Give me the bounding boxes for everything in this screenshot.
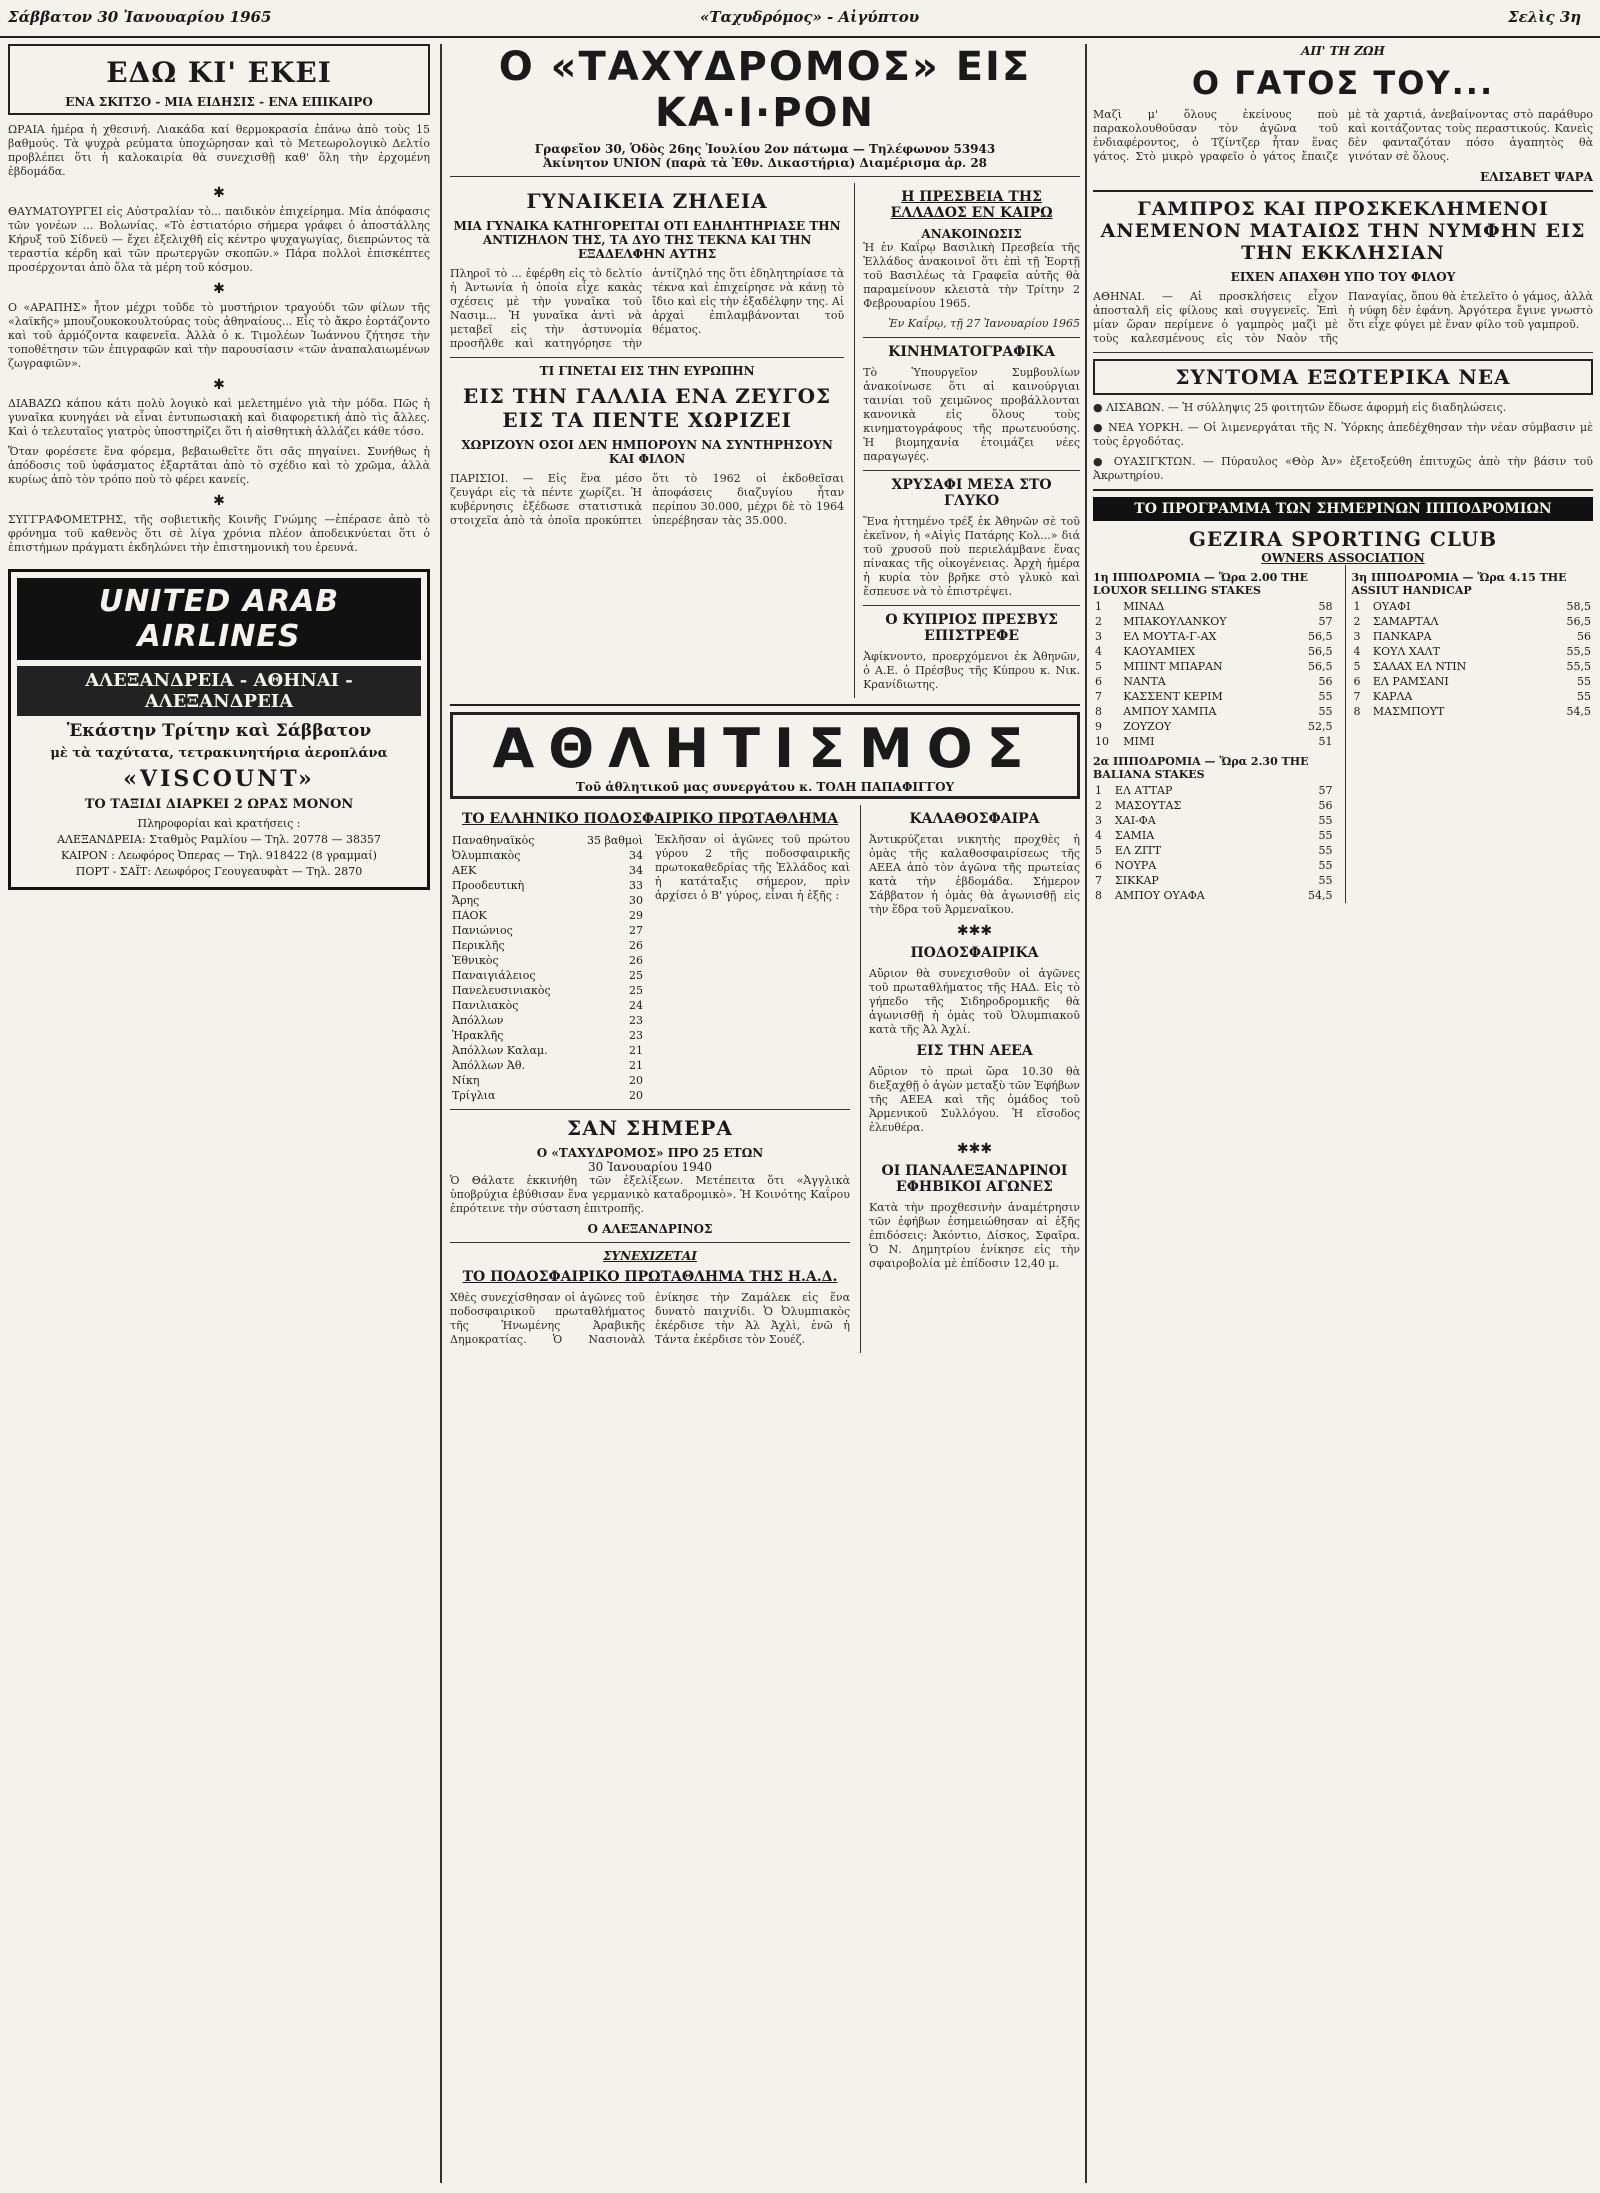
zileia-headline: ΓΥΝΑΙΚΕΙΑ ΖΗΛΕΙΑ (526, 189, 768, 213)
horse-weight: 57 (1318, 784, 1333, 797)
life-kicker: ΑΠ' ΤΗ ΖΩΗ (1301, 44, 1385, 58)
groom-body: ΑΘΗΝΑΙ. — Αἱ προσκλήσεις εἶχον ἀποσταλῆ εἰς φίλους καὶ συγγενεῖς. Ἐπὶ μίαν ὥραν περίμενε ὁ γαμπρὸς μαζὶ μὲ τοὺς καλεσμένους εἰς τὸν Ναὸν τῆς Παναγίας, ὅπου θὰ ἐτελεῖτο ὁ γάμος, ἀλλὰ ἡ νύφη δὲν ἐφάνη. Ἀργότερα ἔγινε γνωστὸ ὅτι εἶχε φύγει μὲ ἕναν φίλο τοῦ γαμπροῦ. (1093, 290, 1593, 345)
horse-weight: 56,5 (1308, 630, 1333, 643)
table-row (1352, 629, 1594, 644)
team-name: Παναιγιάλειος (452, 969, 536, 982)
horse-name: ΣΑΜΙΑ (1114, 829, 1155, 842)
football-headline: ΠΟΔΟΣΦΑΙΡΙΚΑ (910, 945, 1039, 961)
table-row (450, 1088, 645, 1103)
page-header-bar (0, 0, 1600, 38)
separator-star: ✱✱✱ (956, 923, 993, 939)
table-row (450, 863, 645, 878)
horse-weight: 55 (1577, 690, 1591, 703)
cinema-body: Τὸ Ὑπουργεῖον Συμβουλίων ἀνακοίνωσε ὅτι αἱ καινούργιαι ταινίαι τοῦ χειμῶνος προβάλλονται κανονικὰ εἰς ὅλους τοὺς κινηματογράφους τῆς πρωτευούσης. Ἡ βιομηχανία ἑτοιμάζει νέες παραγωγές. (863, 366, 1080, 463)
airline-route: ΑΛΕΞΑΝΔΡΕΙΑ - ΑΘΗΝΑΙ - ΑΛΕΞΑΝΔΡΕΙΑ (17, 666, 421, 716)
airline-days: Ἑκάστην Τρίτην καὶ Σάββατον (66, 721, 372, 741)
europe-subhead: ΧΩΡΙΖΟΥΝ ΟΣΟΙ ΔΕΝ ΗΜΠΟΡΟΥΝ ΝΑ ΣΥΝΤΗΡΗΣΟΥΝ ΚΑΙ ΦΙΛΟΝ (461, 438, 833, 466)
separator-star: ✱ (213, 377, 225, 393)
horse-weight: 52,5 (1308, 720, 1333, 733)
horse-name: ΕΛ ΑΤΤΑΡ (1114, 784, 1173, 797)
team-name: Πανιώνιος (452, 924, 513, 937)
horse-number: 1 (1095, 784, 1102, 797)
ede-kiekei-box (8, 44, 430, 115)
cat-signature: ΕΛΙΣΑΒΕΤ ΨΑΡΑ (1480, 170, 1593, 184)
horse-weight: 55 (1318, 705, 1333, 718)
horse-weight: 58 (1318, 600, 1333, 613)
table-row (1352, 599, 1594, 614)
club-name: GEZIRA SPORTING CLUB (1188, 527, 1498, 551)
horse-name: ΧΑΙ-ΦΑ (1114, 814, 1156, 827)
league-table-wrap (450, 833, 645, 1103)
on-this-day-date: 30 Ἰανουαρίου 1940 (588, 1160, 712, 1174)
ambassador-headline: Ο ΚΥΠΡΙΟΣ ΠΡΕΣΒΥΣ ΕΠΙΣΤΡΕΦΕ (885, 612, 1058, 644)
uar-league-body: Χθὲς συνεχίσθησαν οἱ ἀγῶνες τοῦ ποδοσφαιρικοῦ πρωταθλήματος τῆς Ἡνωμένης Ἀραβικῆς Δημοκρατίας. Ὁ Νασιονὰλ ἐνίκησε τὴν Ζαμάλεκ εἰς ἕνα δυνατὸ παιχνίδι. Ὁ Ὀλυμπιακὸς ἐκέρδισε τὴν Ἀλ Ἀχλὶ, ἐνῶ ἡ Τάντα ἐκέρδισε τὸν Σουέζ. (450, 1291, 850, 1346)
table-row (1093, 599, 1335, 614)
table-row (450, 1013, 645, 1028)
horse-number: 8 (1353, 705, 1361, 718)
horse-weight: 55,5 (1566, 645, 1591, 658)
ambassador-body: Ἀφίκνοντο, προερχόμενοι ἐκ Ἀθηνῶν, ὁ Α.Ε. ὁ Πρέσβυς τῆς Κύπρου κ. Νικ. Κρανίδιωτης. (863, 650, 1080, 691)
horse-name: ΜΙΝΑΔ (1123, 600, 1165, 613)
article-paragraph: ΘΑΥΜΑΤΟΥΡΓΕΙ εἰς Αὐστραλίαν τὸ... παιδικὸν ἐπιχείρημα. Μία ἀπόφασις τῶν γονέων ... Βολωνίας. «Τὸ ἐστιατόριο σήμερα γράφει ὁ ἀποστάλλης Κήρυξ τοῦ Σίδνεϋ — ἔχει ἐξελιχθῆ εἰς κέντρο ψυχαγωγίας, διεπρώντος τὰ τεραστία κέρδη καὶ τῶν πρωτεργῶν σκοπῶν.» Πάρα πολλοὶ ἐπισκέπτες προσέρχονται ἀπὸ ὅλα τὰ μέρη τοῦ κόσμου. (8, 205, 430, 274)
team-name: Πανελευσινιακὸς (452, 984, 551, 997)
horse-weight: 54,5 (1308, 889, 1333, 902)
airline-advertisement (8, 569, 430, 890)
team-points: 30 (629, 894, 643, 907)
horse-weight: 55 (1318, 829, 1333, 842)
rule (450, 1242, 850, 1243)
table-row (450, 1028, 645, 1043)
rule (450, 176, 1080, 177)
table-row (1093, 659, 1335, 674)
cat-headline: Ο ΓΑΤΟΣ ΤΟΥ... (1191, 64, 1495, 102)
honey-body: Ἕνα ἡττημένο τρέξ ἐκ Ἀθηνῶν σὲ τοῦ ἐκεῖνον, ἡ «Αἰγὶς Πατάρης Κολ...» διά τοῦ χρυσοῦ ποὺ περιελάμβανε ἕνας πίνακας τῆς οἰκογένειας. Ἀρχὴ ἡμέρα ἡ κυρία τὸν βρῆκε στὸ γλυκὸ καὶ ἔσπευσε νὰ τὸ ἐπιστρέψει. (863, 515, 1080, 598)
table-row (1352, 704, 1594, 719)
table-row (1093, 689, 1335, 704)
rule (863, 470, 1080, 471)
article-paragraph: Ο «ΑΡΑΠΗΣ» ἦτον μέχρι τοῦδε τὸ μυστήριον τραγούδι τῶν φίλων τῆς «λαϊκῆς» μπουζουκοκουλτούρας τοὺς ἀθηναίους... Εἶς τὸ ἄκρο ἑορτάζοντο καὶ τοῦ ἀρμόζοντα καφενεῖα. Ἀλλὰ ὁ κ. Τιμολέων Ἰωάννου ζήτησε τὴν τοποθέτησιν τῶν ἐπιγραφῶν καὶ τὴν παρουσίασιν «τῶν ἀναπαλαιωμένων ζωγραφιῶν». (8, 301, 430, 370)
team-points: 27 (629, 924, 643, 937)
table-row (450, 1043, 645, 1058)
masthead-address: Γραφεῖον 30, Ὁδὸς 26ης Ἰουλίου 2ον πάτωμα — Τηλέφωνον 53943 (534, 142, 996, 156)
table-row (1093, 674, 1335, 689)
sports-title: ΑΘΛΗΤΙΣΜΟΣ (492, 717, 1038, 780)
table-row (1093, 783, 1335, 798)
rule (450, 1109, 850, 1110)
race-table (1352, 599, 1594, 719)
article-paragraph: Ὅταν φορέσετε ἕνα φόρεμα, βεβαιωθεῖτε ὅτι σᾶς πηγαίνει. Συνήθως ἡ ἀπόδοσις τοῦ ὑφάσματος ἐξαρτᾶται ἀπὸ τὸ σχέδιο καὶ τὸ χρῶμα, ἀλλὰ κυρίως ἀπὸ τὸν τρόπο ποὺ τὸ φέρει κανείς. (8, 445, 430, 486)
table-row (1093, 858, 1335, 873)
junior-games-headline: ΟΙ ΠΑΝΑΛΕΞΑΝΔΡΙΝΟΙ ΕΦΗΒΙΚΟΙ ΑΓΩΝΕΣ (881, 1163, 1068, 1195)
horse-name: ΚΑΡΛΑ (1372, 690, 1413, 703)
basketball-body: Ἀντικρύζεται νικητὴς προχθὲς ἡ ὁμὰς τῆς καλαθοσφαιρίσεως τῆς ΑΕΕΑ ἀπὸ τὸν ἀγῶνα τῆς πρωτείας κατὰ τὴν ἑβδομάδα. Σήμερον Σάββατον ἡ ὁμὰς θὰ ἀγωνισθῇ εἰς τὴν ἕδρα τοῦ Ἀρμεναῖκου. (869, 833, 1080, 916)
table-row (1093, 719, 1335, 734)
article-paragraph: ΣΥΓΓΡΑΦΟΜΕΤΡΗΣ, τῆς σοβιετικῆς Κοινῆς Γνώμης —ἐπέρασε ἀπὸ τὸ φρόνημα τοῦ καθενὸς ὅτι σὲ λίγα χρόνια πλέον ἀποδεικνύεται ὅτι ὁ ἐπιστήμων πράγματι ἐκδηλώνει τὴν ἐπιστημονικὴ του ἐρευνά. (8, 513, 430, 554)
horse-number: 10 (1095, 735, 1109, 748)
team-points: 34 (629, 849, 643, 862)
race-title: 2α ΙΠΠΟΔΡΟΜΙΑ — Ὥρα 2.30 THE BALIANA STAKES (1093, 755, 1309, 781)
horse-name: ΚΑΣΣΕΝΤ ΚΕΡΙΜ (1123, 690, 1223, 703)
horse-weight: 56 (1318, 799, 1333, 812)
race-table (1093, 599, 1335, 749)
horse-number: 6 (1353, 675, 1361, 688)
league-intro: Ἐκλῆσαν οἱ ἀγῶνες τοῦ πρώτου γύρου 2 τῆς ποδοσφαιρικῆς πρωτοκαθεδρίας τῆς Ἑλλάδος καὶ ἡ κατάταξις σήμερον, πρὶν ἀρχίσει ὁ Β' γύρος, εἶναι ἡ ἑξῆς : (655, 833, 850, 902)
groom-subhead: ΕΙΧΕΝ ΑΠΑΧΘΗ ΥΠΟ ΤΟΥ ΦΙΛΟΥ (1230, 270, 1456, 284)
horse-name: ΠΑΝΚΑΡΑ (1372, 630, 1432, 643)
table-row (1093, 888, 1335, 903)
embassy-headline: Η ΠΡΕΣΒΕΙΑ ΤΗΣ ΕΛΛΑΔΟΣ ΕΝ ΚΑΙΡΩ (890, 189, 1053, 221)
team-points: 23 (629, 1014, 643, 1027)
table-row (450, 938, 645, 953)
column-rule (1085, 44, 1087, 2183)
race-title: 1η ΙΠΠΟΔΡΟΜΙΑ — Ὥρα 2.00 THE LOUXOR SELLING STAKES (1093, 571, 1309, 597)
table-row (1093, 813, 1335, 828)
race-table (1093, 783, 1335, 903)
team-points: 24 (629, 999, 643, 1012)
team-name: Προοδευτικὴ (452, 879, 525, 892)
left-column (8, 44, 430, 2183)
team-name: Ἡρακλῆς (452, 1029, 504, 1042)
horse-number: 7 (1095, 874, 1102, 887)
horse-name: ΕΛ ΡΑΜΣΑΝΙ (1372, 675, 1449, 688)
table-row (1093, 873, 1335, 888)
table-row (1093, 798, 1335, 813)
airline-duration: ΤΟ ΤΑΞΙΔΙ ΔΙΑΡΚΕΙ 2 ΩΡΑΣ ΜΟΝΟΝ (84, 797, 354, 812)
horse-number: 2 (1353, 615, 1361, 628)
horse-name: ΣΑΛΑΧ ΕΛ ΝΤΙΝ (1372, 660, 1467, 673)
league-standings-table (450, 833, 645, 1103)
article-paragraph: ΔΙΑΒΑΖΩ κάπου κάτι πολὺ λογικὸ καὶ μελετημένο γιὰ τὴν μόδα. Πῶς ἡ γυναῖκα κυνηγάει νὰ εἶναι ἐντυπωσιακὴ καὶ διαφορετική ἀπὸ τὶς ἄλλες. Καὶ ὁ τελευταῖος γιατρὸς ὑποστηρίζει ὅτι ἡ αἰσθητικὴ ἀλλάζει κάθε τόσο. (8, 397, 430, 438)
on-this-day-subhead: Ο «ΤΑΧΥΔΡΟΜΟΣ» ΠΡΟ 25 ΕΤΩΝ (536, 1146, 764, 1160)
rule (863, 605, 1080, 606)
honey-headline: ΧΡΥΣΑΦΙ ΜΕΣΑ ΣΤΟ ΓΛΥΚΟ (891, 477, 1052, 509)
airline-info: Πληροφορίαι καὶ κρατήσεις : (137, 817, 301, 830)
issue-date: Σάββατον 30 Ἰανουαρίου 1965 (8, 8, 272, 26)
table-row (1093, 629, 1335, 644)
horse-weight: 55,5 (1566, 660, 1591, 673)
page-number: Σελὶς 3η (1508, 8, 1582, 26)
race-title: 3η ΙΠΠΟΔΡΟΜΙΑ — Ὥρα 4.15 THE ASSIUT HANDICAP (1351, 571, 1567, 597)
sports-right (860, 805, 1080, 1353)
right-column (1093, 44, 1593, 2183)
horse-number: 3 (1095, 814, 1102, 827)
horse-number: 9 (1095, 720, 1102, 733)
team-name: Ἄρης (452, 894, 480, 907)
horse-number: 4 (1095, 829, 1102, 842)
team-points: 20 (629, 1074, 643, 1087)
rule (863, 337, 1080, 338)
race-columns (1093, 565, 1593, 903)
mid-right-subcolumn (854, 183, 1080, 698)
horse-name: ΝΑΝΤΑ (1123, 675, 1166, 688)
horse-name: ΕΛ ΖΙΤΤ (1114, 844, 1162, 857)
horse-number: 6 (1095, 675, 1102, 688)
table-row (1352, 614, 1594, 629)
table-row (1352, 644, 1594, 659)
foreign-news-item: ● ΝΕΑ ΥΟΡΚΗ. — Οἱ λιμενεργάται τῆς Ν. Ὑόρκης ἀπεδέχθησαν τὴν νέαν σύμβασιν μὲ τοὺς ἐργοδότας. (1093, 421, 1593, 448)
cat-body: Μαζὶ μ' ὅλους ἐκείνους ποὺ παρακολουθοῦσαν τὸν ἀγῶνα τοῦ ἐνδιαφέροντος, ὁ Τζίντζερ ἦταν ἕνας γάτος. Στὸ μικρὸ γραφεῖο ὁ γάτος ἔπαιζε μὲ τὰ χαρτιά, ἀνεβαίνοντας στὸ παράθυρο καὶ κοιτάζοντας τοὺς περαστικούς. Κανεὶς δὲν φανταζόταν πόσο ἀγαπητὸς θὰ γινόταν σὲ ὅλους. (1093, 108, 1593, 163)
team-points: 25 (629, 969, 643, 982)
table-row (450, 893, 645, 908)
sports-byline: Τοῦ ἀθλητικοῦ μας συνεργάτου κ. ΤΟΛΗ ΠΑΠΑΦΙΓΓΟΥ (575, 780, 955, 794)
table-row (1352, 659, 1594, 674)
horse-weight: 56,5 (1566, 615, 1591, 628)
horse-name: ΜΠΑΚΟΥΛΑΝΚΟΥ (1123, 615, 1227, 628)
table-row (450, 848, 645, 863)
horse-name: ΚΟΥΛ ΧΑΛΤ (1372, 645, 1440, 658)
racing-headline: ΤΟ ΠΡΟΓΡΑΜΜΑ ΤΩΝ ΣΗΜΕΡΙΝΩΝ ΙΠΠΟΔΡΟΜΙΩΝ (1093, 497, 1593, 521)
horse-name: ΚΑΟΥΑΜΙΕΧ (1123, 645, 1196, 658)
horse-number: 1 (1095, 600, 1102, 613)
junior-games-body: Κατὰ τὴν προχθεσινὴν ἀναμέτρησιν τῶν ἐφήβων ἐσημειώθησαν αἱ ἑξῆς ἐπιδόσεις: Ἀκόντιο, Δίσκος, Σφαῖρα. Ὁ Ν. Δημητρίου ἐνίκησε εἰς τὴν σφαιροβολία μὲ ἐπίδοσιν 12,40 μ. (869, 1201, 1080, 1270)
table-row (1093, 704, 1335, 719)
team-name: Ἀπόλλων Ἀθ. (452, 1059, 525, 1072)
table-row (450, 908, 645, 923)
team-name: Ἀπόλλων (452, 1014, 504, 1027)
horse-name: ΜΑΣΟΥΤΑΣ (1114, 799, 1182, 812)
team-name: ΑΕΚ (452, 864, 477, 877)
foreign-news-box (1093, 359, 1593, 395)
team-name: ΠΑΟΚ (452, 909, 487, 922)
foreign-news-list (1093, 401, 1593, 483)
table-row (1093, 843, 1335, 858)
table-row (450, 923, 645, 938)
horse-weight: 51 (1318, 735, 1333, 748)
on-this-day-signature: Ο ΑΛΕΞΑΝΔΡΙΝΟΣ (587, 1222, 713, 1236)
horse-number: 3 (1353, 630, 1361, 643)
team-name: Ἀπόλλων Καλαμ. (452, 1044, 548, 1057)
embassy-subhead: ΑΝΑΚΟΙΝΩΣΙΣ (921, 227, 1022, 241)
horse-name: ΟΥΑΦΙ (1372, 600, 1411, 613)
europe-headline: ΕΙΣ ΤΗΝ ΓΑΛΛΙΑ ΕΝΑ ΖΕΥΓΟΣ ΕΙΣ ΤΑ ΠΕΝΤΕ ΧΩΡΙΖΕΙ (462, 384, 832, 432)
sports-banner (450, 712, 1080, 799)
continued-label: ΣΥΝΕΧΙΖΕΤΑΙ (603, 1249, 697, 1263)
horse-number: 4 (1353, 645, 1361, 658)
groom-headline: ΓΑΜΠΡΟΣ ΚΑΙ ΠΡΟΣΚΕΚΛΗΜΕΝΟΙ ΑΝΕΜΕΝΟΝ ΜΑΤΑΙΩΣ ΤΗΝ ΝΥΜΦΗΝ ΕΙΣ ΤΗΝ ΕΚΚΛΗΣΙΑΝ (1100, 198, 1586, 264)
separator-star: ✱ (213, 281, 225, 297)
cinema-headline: ΚΙΝΗΜΑΤΟΓΡΑΦΙΚΑ (888, 344, 1055, 360)
sports-row (450, 805, 1080, 1353)
horse-name: ΜΙΜΙ (1123, 735, 1155, 748)
horse-number: 2 (1095, 799, 1102, 812)
table-row (1352, 674, 1594, 689)
separator-star: ✱ (213, 493, 225, 509)
table-row (450, 878, 645, 893)
team-points: 23 (629, 1029, 643, 1042)
horse-number: 5 (1353, 660, 1361, 673)
team-points: 21 (629, 1044, 643, 1057)
team-name: Τρίγλια (452, 1089, 496, 1102)
basketball-headline: ΚΑΛΑΘΟΣΦΑΙΡΑ (909, 811, 1040, 827)
horse-number: 1 (1353, 600, 1361, 613)
table-row (450, 983, 645, 998)
league-headline: ΤΟ ΕΛΛΗΝΙΚΟ ΠΟΔΟΣΦΑΙΡΙΚΟ ΠΡΩΤΑΘΛΗΜΑ (461, 811, 839, 827)
table-row (450, 1058, 645, 1073)
table-row (450, 833, 645, 848)
table-row (1093, 734, 1335, 749)
mid-left-subcolumn (450, 183, 844, 698)
table-row (1093, 614, 1335, 629)
aeea-body: Αὔριον τὸ πρωὶ ὥρα 10.30 θὰ διεξαχθῇ ὁ ἀγὼν μεταξὺ τῶν Ἐφήβων τῆς ΑΕΕΑ καὶ τῆς ὁμάδος τοῦ Ἀρμενικοῦ Συλλόγου. Ἡ εἴσοδος ἐλευθέρα. (869, 1065, 1080, 1134)
masthead: Ο «ΤΑΧΥΔΡΟΜΟΣ» ΕΙΣ ΚΑ·Ι·ΡΟΝ (498, 44, 1032, 136)
team-points: 29 (629, 909, 643, 922)
article-paragraph: ΩΡΑΙΑ ἡμέρα ἡ χθεσινή. Λιακάδα καί θερμοκρασία ἐπάνω ἀπὸ τοὺς 15 βαθμούς. Τὰ ψυχρὰ ρεύματα ὑποχώρησαν καὶ τὸ Μετεωρολογικὸ Δελτίο προβλέπει ὅτι ἡ καλοκαιρία θὰ συνεχισθῇ καθ' ὅλη τὴν ἐρχομένη ἑβδομάδα. (8, 123, 430, 178)
paper-name: «Ταχυδρόμος» - Αἰγύπτου (700, 8, 920, 26)
horse-weight: 56,5 (1308, 660, 1333, 673)
separator-star: ✱✱✱ (956, 1141, 993, 1157)
horse-number: 4 (1095, 645, 1102, 658)
horse-weight: 54,5 (1566, 705, 1591, 718)
zileia-subhead: ΜΙΑ ΓΥΝΑΙΚΑ ΚΑΤΗΓΟΡΕΙΤΑΙ ΟΤΙ ΕΔΗΛΗΤΗΡΙΑΣΕ ΤΗΝ ΑΝΤΙΖΗΛΟΝ ΤΗΣ, ΤΑ ΔΥΟ ΤΗΣ ΤΕΚΝΑ ΚΑΙ ΤΗΝ ΕΞΑΔΕΛΦΗΝ ΑΥΤΗΣ (453, 219, 841, 261)
sports-left (450, 805, 850, 1353)
horse-weight: 55 (1318, 874, 1333, 887)
rule (1093, 352, 1593, 353)
team-name: Ὀλυμπιακὸς (452, 849, 521, 862)
horse-weight: 55 (1318, 814, 1333, 827)
horse-name: ΑΜΠΟΥ ΟΥΑΦΑ (1114, 889, 1205, 902)
europe-kicker: ΤΙ ΓΙΝΕΤΑΙ ΕΙΣ ΤΗΝ ΕΥΡΩΠΗΝ (539, 364, 755, 378)
airline-alex: ΑΛΕΞΑΝΔΡΕΙΑ: Σταθμὸς Ραμλίου — Τηλ. 20778 — 38357 (57, 833, 381, 846)
owners-association: OWNERS ASSOCIATION (1261, 551, 1425, 565)
airline-model: «VISCOUNT» (123, 766, 315, 792)
team-name: Ἐθνικὸς (452, 954, 499, 967)
foreign-news-headline: ΣΥΝΤΟΜΑ ΕΞΩΤΕΡΙΚΑ ΝΕΑ (1175, 365, 1511, 389)
team-points: 35 βαθμοὶ (587, 834, 643, 847)
aeea-headline: ΕΙΣ ΤΗΝ ΑΕΕΑ (916, 1043, 1033, 1059)
foreign-news-item: ● ΛΙΣΑΒΩΝ. — Ἡ σύλληψις 25 φοιτητῶν ἔδωσε ἀφορμὴ εἰς διαδηλώσεις. (1093, 401, 1507, 414)
horse-name: ΕΛ ΜΟΥΤΑ-Γ-ΑΧ (1123, 630, 1217, 643)
horse-name: ΣΑΜΑΡΤΑΛ (1372, 615, 1439, 628)
table-row (1352, 689, 1594, 704)
team-points: 26 (629, 954, 643, 967)
airline-port: ΠΟΡΤ - ΣΑΪΤ: Λεωφόρος Γεουγεαυφὰτ — Τηλ. 2870 (75, 865, 363, 878)
team-name: Νίκη (452, 1074, 480, 1087)
horse-weight: 56 (1577, 630, 1591, 643)
team-points: 25 (629, 984, 643, 997)
horse-number: 5 (1095, 844, 1102, 857)
table-row (450, 1073, 645, 1088)
zileia-body: Πληροῖ τὸ ... ἐφέρθη εἰς τὸ δελτίο ἡ Ἀντωνία ἡ ὁποία εἶχε κακὰς σχέσεις μὲ τὴν γυναῖκα τοῦ Νασιμ... Ἡ γυναῖκα ἀντὶ νὰ μεταβεῖ εἰς τὴν ἀστυνομία προσῆλθε καὶ κατηγόρησε τὴν ἀντίζηλό της ὅτι ἐδηλητηρίασε τὰ τέκνα καὶ ἐπιχείρησε νὰ κάνῃ τὸ ἴδιο καὶ εἰς τὴν ἐξαδέλφην της. Αἱ ἀρχαὶ ἐπιλαμβάνονται τοῦ θέματος. (450, 267, 845, 350)
team-points: 33 (629, 879, 643, 892)
football-body: Αὔριον θὰ συνεχισθοῦν οἱ ἀγῶνες τοῦ πρωταθλήματος τῆς ΗΑΔ. Εἰς τὸ γήπεδο τῆς Σιδηροδρομικῆς θὰ ἀγωνισθῇ ἡ ὁμὰς τοῦ Ὀλυμπιακοῦ κατὰ τῆς Ἀλ Ἀχλί. (869, 967, 1080, 1036)
horse-number: 8 (1095, 705, 1102, 718)
section-subtitle: ΕΝΑ ΣΚΙΤΣΟ - ΜΙΑ ΕΙΔΗΣΙΣ - ΕΝΑ ΕΠΙΚΑΙΡΟ (65, 95, 373, 109)
horse-name: ΜΠΙΝΤ ΜΠΑΡΑΝ (1123, 660, 1223, 673)
section-title: ΕΔΩ ΚΙ' ΕΚΕΙ (106, 56, 332, 89)
horse-number: 7 (1353, 690, 1361, 703)
table-row (1093, 828, 1335, 843)
rule (450, 704, 1080, 706)
rule (450, 357, 844, 358)
table-row (1093, 644, 1335, 659)
horse-weight: 58,5 (1566, 600, 1591, 613)
horse-name: ΜΑΣΜΠΟΥΤ (1372, 705, 1445, 718)
horse-number: 6 (1095, 859, 1102, 872)
horse-weight: 55 (1577, 675, 1591, 688)
airline-brand: UNITED ARAB AIRLINES (17, 578, 421, 660)
team-name: Παναθηναϊκὸς (452, 834, 535, 847)
foreign-news-item: ● ΟΥΑΣΙΓΚΤΩΝ. — Πύραυλος «Θὸρ Ἀν» ἐξετοξεύθη ἐπιτυχῶς ἀπὸ τὴν βάσιν τοῦ Ἀκρωτηρίου. (1093, 455, 1593, 482)
horse-weight: 55 (1318, 844, 1333, 857)
rule (1093, 190, 1593, 192)
horse-number: 5 (1095, 660, 1102, 673)
horse-name: ΝΟΥΡΑ (1114, 859, 1157, 872)
horse-number: 7 (1095, 690, 1102, 703)
europe-body: ΠΑΡΙΣΙΟΙ. — Εἰς ἕνα μέσο ζευγάρι εἰς τὰ πέντε χωρίζει. Ἡ κυβέρνησις ἐξέδωσε στατιστικὰ στοιχεῖα ἀπὸ τὰ ὁποῖα προκύπτει ὅτι τὸ 1962 οἱ ἐκδοθεῖσαι ἀποφάσεις διαζυγίου ἦταν περίπου 30.000, μέχρι δὲ τὸ 1964 ὑπερέβησαν τὰς 35.000. (450, 472, 845, 527)
horse-weight: 57 (1318, 615, 1333, 628)
horse-name: ΖΟΥΖΟΥ (1123, 720, 1172, 733)
team-name: Περικλῆς (452, 939, 505, 952)
race-column-right (1345, 565, 1594, 903)
table-row (450, 998, 645, 1013)
horse-weight: 56 (1318, 675, 1333, 688)
masthead-address: Ἀκίνητον UNION (παρὰ τὰ Ἐθν. Δικαστήρια) Διαμέρισμα ἀρ. 28 (542, 156, 988, 170)
team-points: 20 (629, 1089, 643, 1102)
horse-weight: 56,5 (1308, 645, 1333, 658)
team-points: 34 (629, 864, 643, 877)
table-row (450, 968, 645, 983)
team-points: 26 (629, 939, 643, 952)
on-this-day-headline: ΣΑΝ ΣΗΜΕΡΑ (567, 1116, 733, 1140)
on-this-day-body: Ὁ Θάλατε ἐκκινήθη τῶν ἐξελίξεων. Μετέπειτα ὅτι «Ἀγγλικὰ ὑποβρύχια ἐβύθισαν ἕνα γερμανικὸ καταδρομικὸ». Ἡ Κοινότης Καΐρου ἐπρότεινε τὴν σύσταση ἐπιτροπῆς. (450, 1174, 850, 1215)
column-rule (440, 44, 442, 2183)
horse-weight: 55 (1318, 690, 1333, 703)
rule (1093, 489, 1593, 491)
horse-weight: 55 (1318, 859, 1333, 872)
table-row (450, 953, 645, 968)
airline-cairo: ΚΑΙΡΟΝ : Λεωφόρος Ὀπερας — Τηλ. 918422 (8 γραμμαί) (61, 849, 377, 862)
league-row (450, 833, 850, 1103)
race-column-left (1093, 565, 1335, 903)
team-points: 21 (629, 1059, 643, 1072)
horse-number: 8 (1095, 889, 1102, 902)
separator-star: ✱ (213, 185, 225, 201)
horse-name: ΑΜΠΟΥ ΧΑΜΠΑ (1123, 705, 1217, 718)
airline-planes: μὲ τὰ ταχύτατα, τετρακινητήρια ἀεροπλάνα (50, 746, 388, 761)
horse-number: 2 (1095, 615, 1102, 628)
embassy-date: Ἐν Καΐρῳ, τῇ 27 Ἰανουαρίου 1965 (888, 317, 1080, 330)
team-name: Πανιλιακὸς (452, 999, 519, 1012)
horse-number: 3 (1095, 630, 1102, 643)
uar-league-headline: ΤΟ ΠΟΔΟΣΦΑΙΡΙΚΟ ΠΡΩΤΑΘΛΗΜΑ ΤΗΣ Η.Α.Δ. (462, 1269, 838, 1285)
mid-upper-row (450, 183, 1080, 698)
horse-name: ΣΙΚΚΑΡ (1114, 874, 1159, 887)
middle-column (450, 44, 1080, 2183)
embassy-body: Ἡ ἐν Καΐρῳ Βασιλικὴ Πρεσβεία τῆς Ἑλλάδος ἀνακοινοῖ ὅτι ἐπὶ τῇ Ἑορτῇ τοῦ Βασιλέως τὰ Γραφεῖα αὐτῆς θὰ παραμείνουν κλειστὰ τὴν Τρίτην 2 Φεβρουαρίου 1965. (863, 241, 1080, 310)
